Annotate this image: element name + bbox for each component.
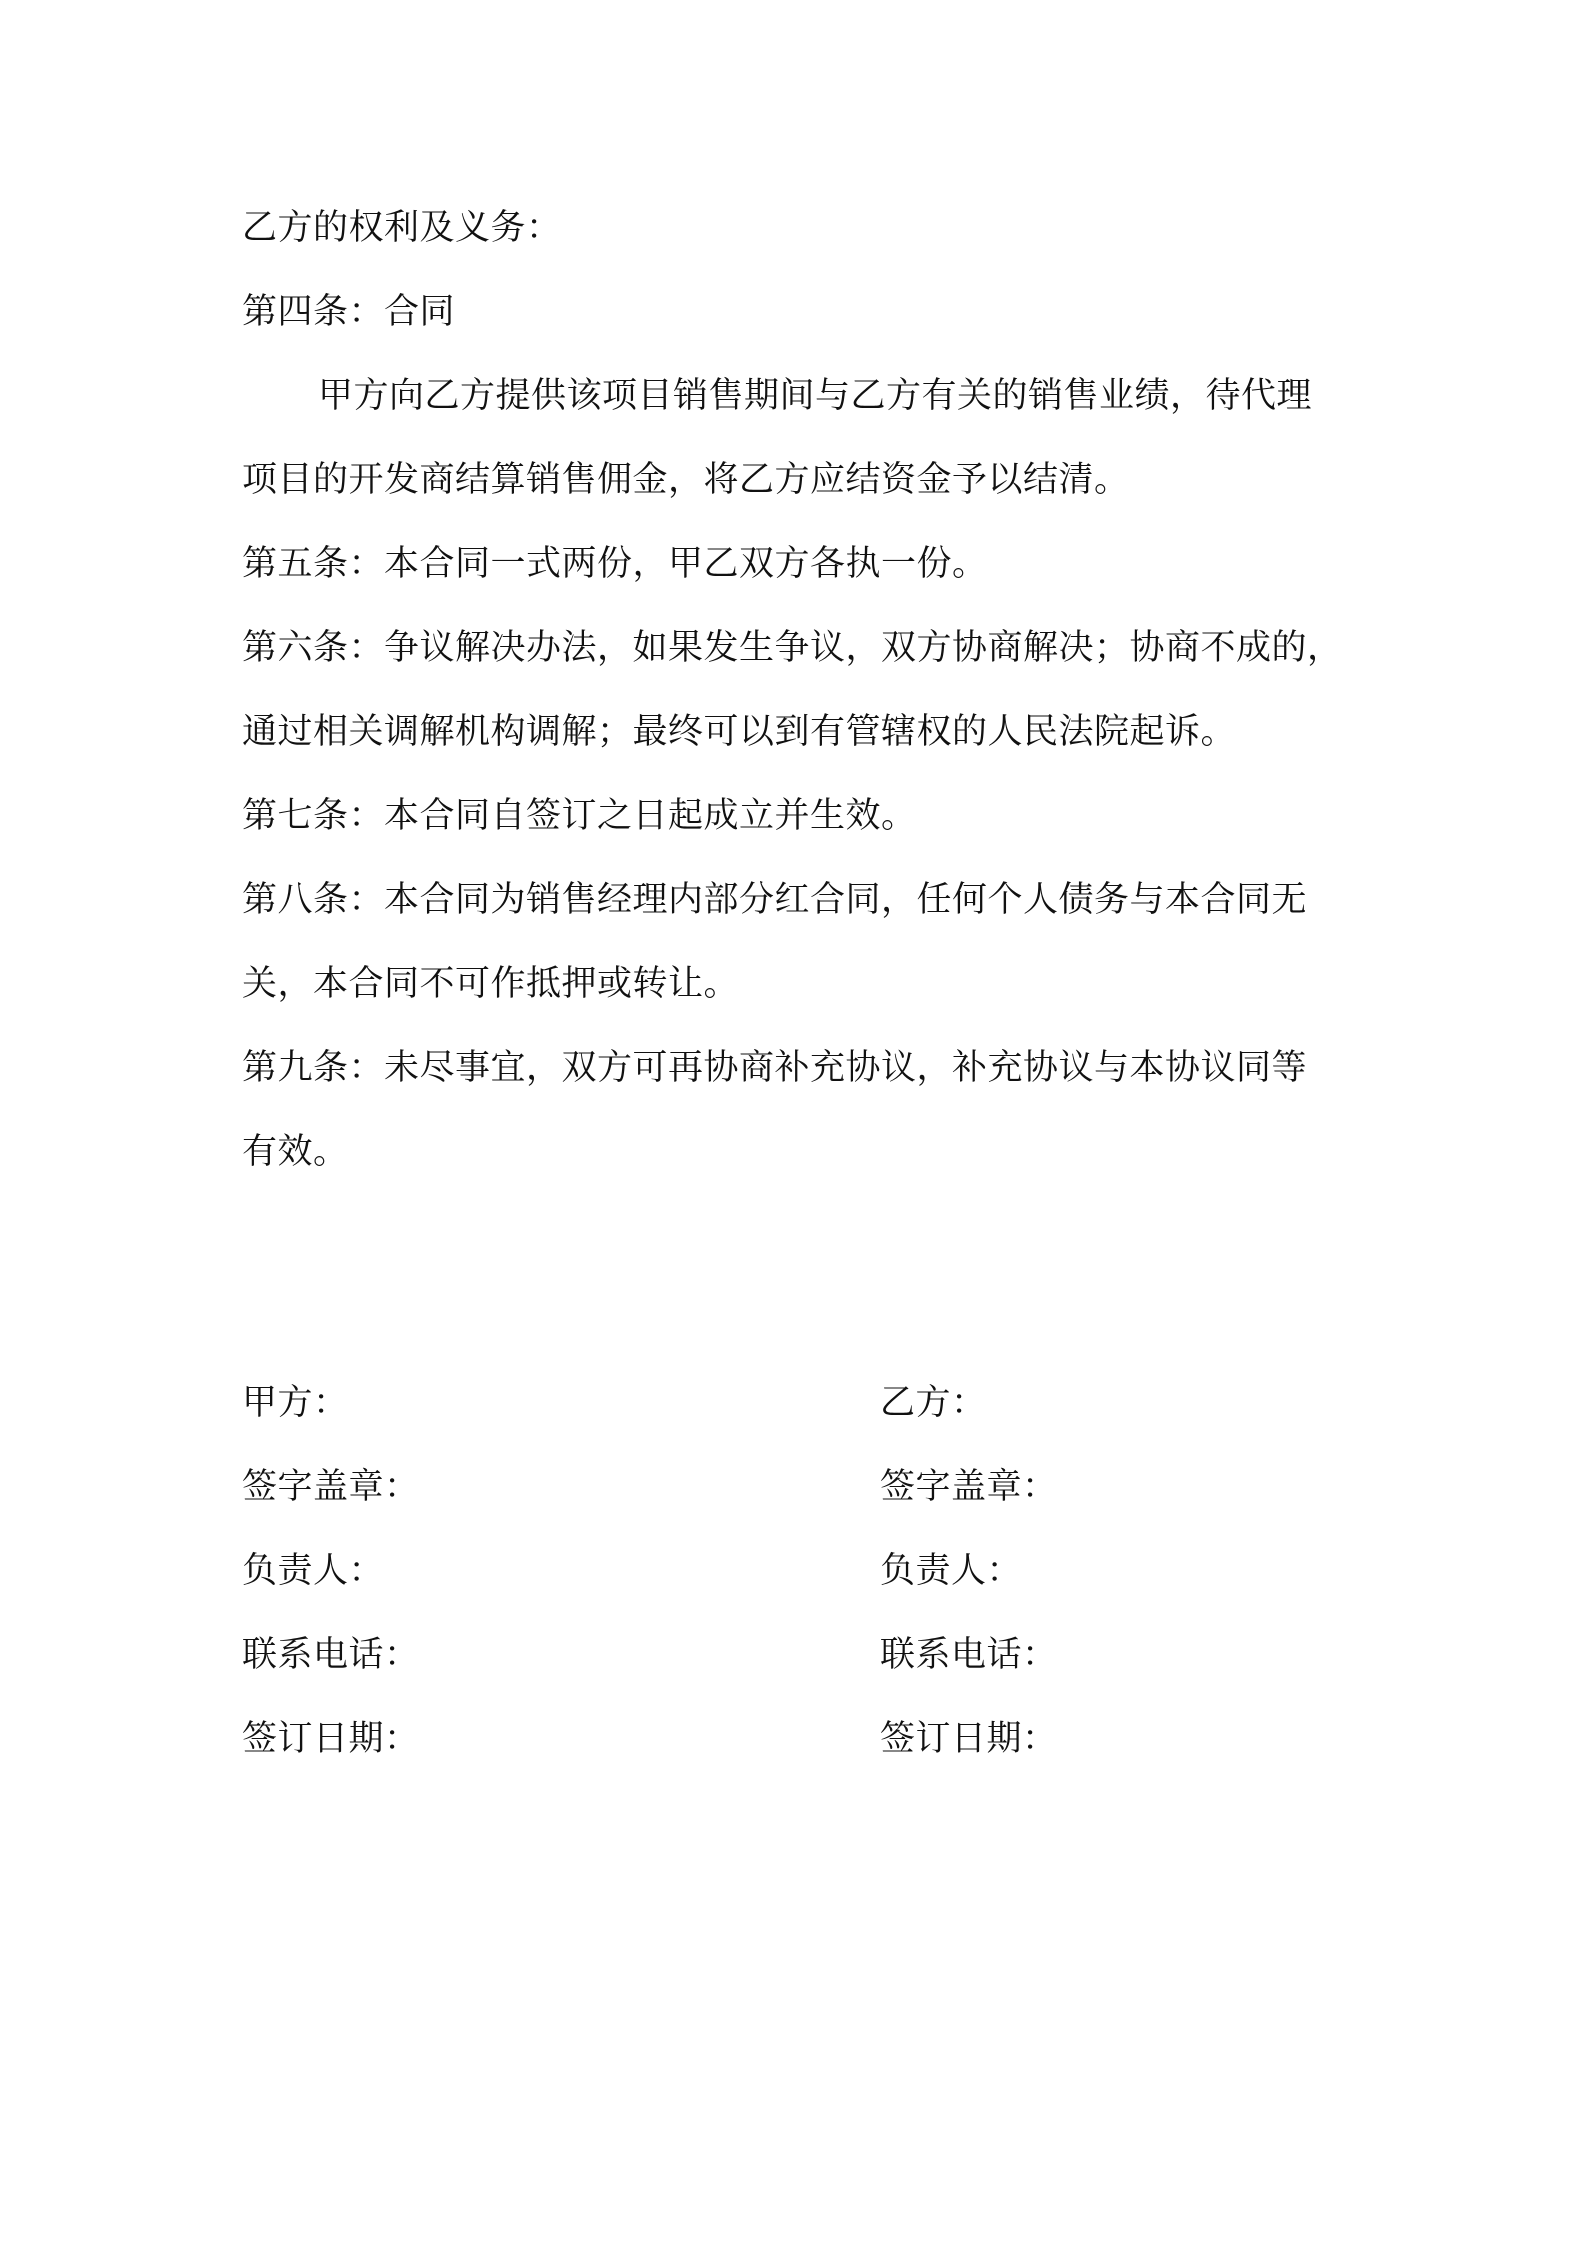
clause-4-body-line-1: 甲方向乙方提供该项目销售期间与乙方有关的销售业绩，待代理 xyxy=(318,376,1313,416)
party-a-phone-label: 联系电话： xyxy=(242,1635,420,1675)
party-b-label: 乙方： xyxy=(880,1383,987,1423)
party-b-seal-label: 签字盖章： xyxy=(880,1467,1058,1507)
clause-8-line-2: 关，本合同不可作抵押或转让。 xyxy=(242,964,740,1004)
clause-5: 第五条：本合同一式两份，甲乙双方各执一份。 xyxy=(242,544,988,584)
party-a-label: 甲方： xyxy=(242,1383,349,1423)
party-b-phone-label: 联系电话： xyxy=(880,1635,1058,1675)
clause-6-line-2: 通过相关调解机构调解；最终可以到有管辖权的人民法院起诉。 xyxy=(242,712,1237,752)
party-a-person-label: 负责人： xyxy=(242,1551,385,1591)
party-b-date-label: 签订日期： xyxy=(880,1719,1058,1759)
section-heading: 乙方的权利及义务： xyxy=(242,208,562,248)
clause-8-line-1: 第八条：本合同为销售经理内部分红合同，任何个人债务与本合同无 xyxy=(242,880,1308,920)
clause-4-title: 第四条：合同 xyxy=(242,292,456,332)
party-a-date-label: 签订日期： xyxy=(242,1719,420,1759)
clause-9-line-2: 有效。 xyxy=(242,1132,349,1172)
clause-7: 第七条：本合同自签订之日起成立并生效。 xyxy=(242,796,917,836)
clause-6-line-1: 第六条：争议解决办法，如果发生争议，双方协商解决；协商不成的， xyxy=(242,628,1343,668)
clause-9-line-1: 第九条：未尽事宜，双方可再协商补充协议，补充协议与本协议同等 xyxy=(242,1048,1308,1088)
party-a-seal-label: 签字盖章： xyxy=(242,1467,420,1507)
party-b-person-label: 负责人： xyxy=(880,1551,1023,1591)
clause-4-body-line-2: 项目的开发商结算销售佣金，将乙方应结资金予以结清。 xyxy=(242,460,1130,500)
